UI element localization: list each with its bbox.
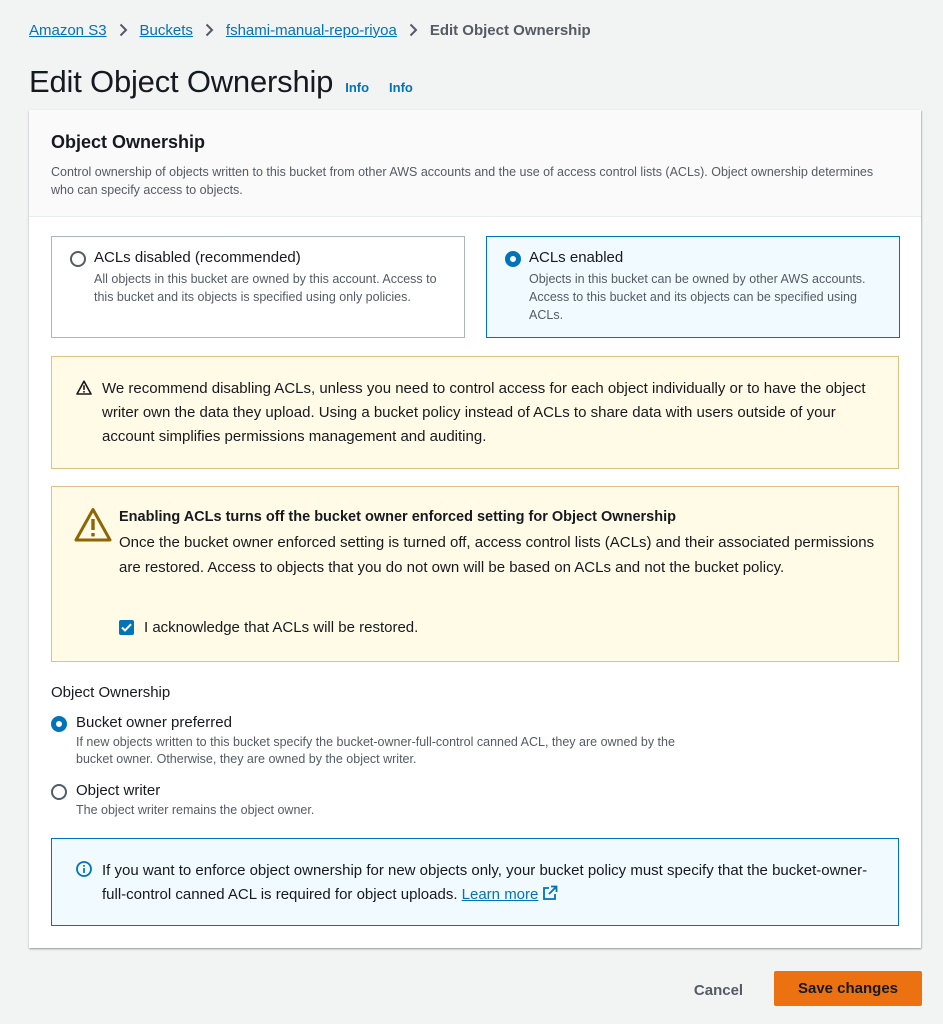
info-text: If you want to enforce object ownership for new objects only, your bucket policy must specify that the bucket-owner-full-control canned ACL is required for object uploads.: [102, 862, 868, 903]
breadcrumb-bucket-name[interactable]: fshami-manual-repo-riyoa: [225, 21, 397, 39]
option-bucket-owner-preferred[interactable]: [51, 714, 676, 768]
acknowledge-checkbox[interactable]: [119, 620, 134, 635]
external-link-icon[interactable]: [542, 885, 558, 909]
page-header: [29, 64, 413, 100]
chevron-right-icon: [119, 23, 128, 37]
learn-more-link[interactable]: Learn more: [461, 886, 539, 903]
recommend-warning-alert: [51, 356, 899, 469]
panel-description: Control ownership of objects written to this bucket from other AWS accounts and the use of access control lists (ACLs). Object ownership determines who can specify access to objects.: [51, 165, 874, 197]
cancel-button[interactable]: Cancel: [676, 974, 761, 1006]
tile-label: ACLs enabled: [529, 249, 624, 266]
info-text-container: [102, 859, 878, 909]
acls-enabled-radio[interactable]: [505, 251, 521, 267]
page-title: Edit Object Ownership: [29, 64, 334, 99]
option-label: Object writer: [76, 782, 161, 799]
object-writer-radio[interactable]: [51, 784, 67, 800]
enable-acls-warning-alert: [51, 486, 899, 662]
enable-acls-alert-title: Enabling ACLs turns off the bucket owner enforced setting for Object Ownership: [119, 509, 676, 525]
option-object-writer[interactable]: [51, 782, 676, 819]
acls-disabled-radio[interactable]: [70, 251, 86, 267]
bucket-owner-preferred-radio[interactable]: [51, 716, 67, 732]
save-changes-button[interactable]: Save changes: [774, 971, 922, 1006]
option-description: The object writer remains the object owner.: [76, 803, 315, 817]
info-link[interactable]: Info: [345, 80, 370, 95]
enable-acls-alert-body: Once the bucket owner enforced setting is turned off, access control lists (ACLs) and their associated permissions are restored. Access to objects that you do not own will be based on ACLs and not the bucket policy.: [119, 534, 875, 576]
tile-acls-disabled[interactable]: [51, 236, 465, 338]
tile-description: Objects in this bucket can be owned by other AWS accounts. Access to this bucket and its objects can be specified using ACLs.: [529, 272, 866, 322]
tile-label: ACLs disabled (recommended): [94, 249, 301, 266]
breadcrumb-buckets[interactable]: Buckets: [139, 21, 193, 39]
acknowledge-label: I acknowledge that ACLs will be restored.: [144, 619, 419, 636]
acknowledge-checkbox-row[interactable]: [119, 619, 418, 636]
info-link[interactable]: Info: [389, 80, 413, 95]
panel-title: Object Ownership: [51, 132, 206, 152]
warning-icon: [76, 380, 92, 400]
ownership-group-label: Object Ownership: [51, 684, 171, 701]
object-ownership-group: [51, 684, 676, 819]
breadcrumb: [29, 19, 591, 41]
panel-header: [29, 110, 921, 217]
enforce-ownership-info-alert: [51, 838, 899, 926]
tile-description: All objects in this bucket are owned by this account. Access to this bucket and its objects is specified using only policies.: [94, 272, 437, 304]
option-description: If new objects written to this bucket specify the bucket-owner-full-control canned ACL, they are owned by the bucket owner. Otherwise, they are owned by the object writer.: [76, 735, 675, 766]
object-ownership-panel: [29, 110, 921, 948]
chevron-right-icon: [205, 23, 214, 37]
info-icon: [76, 861, 92, 882]
breadcrumb-current: Edit Object Ownership: [429, 21, 591, 39]
warning-icon: [74, 507, 112, 548]
tile-acls-enabled[interactable]: [486, 236, 900, 338]
recommend-warning-text: We recommend disabling ACLs, unless you need to control access for each object individually or to have the object writer own the data they upload. Using a bucket policy instead of ACLs to share data with users outside of your account simplifies permissions management and auditing.: [102, 380, 866, 445]
breadcrumb-amazon-s3[interactable]: Amazon S3: [29, 21, 107, 39]
chevron-right-icon: [409, 23, 418, 37]
option-label: Bucket owner preferred: [76, 714, 232, 731]
